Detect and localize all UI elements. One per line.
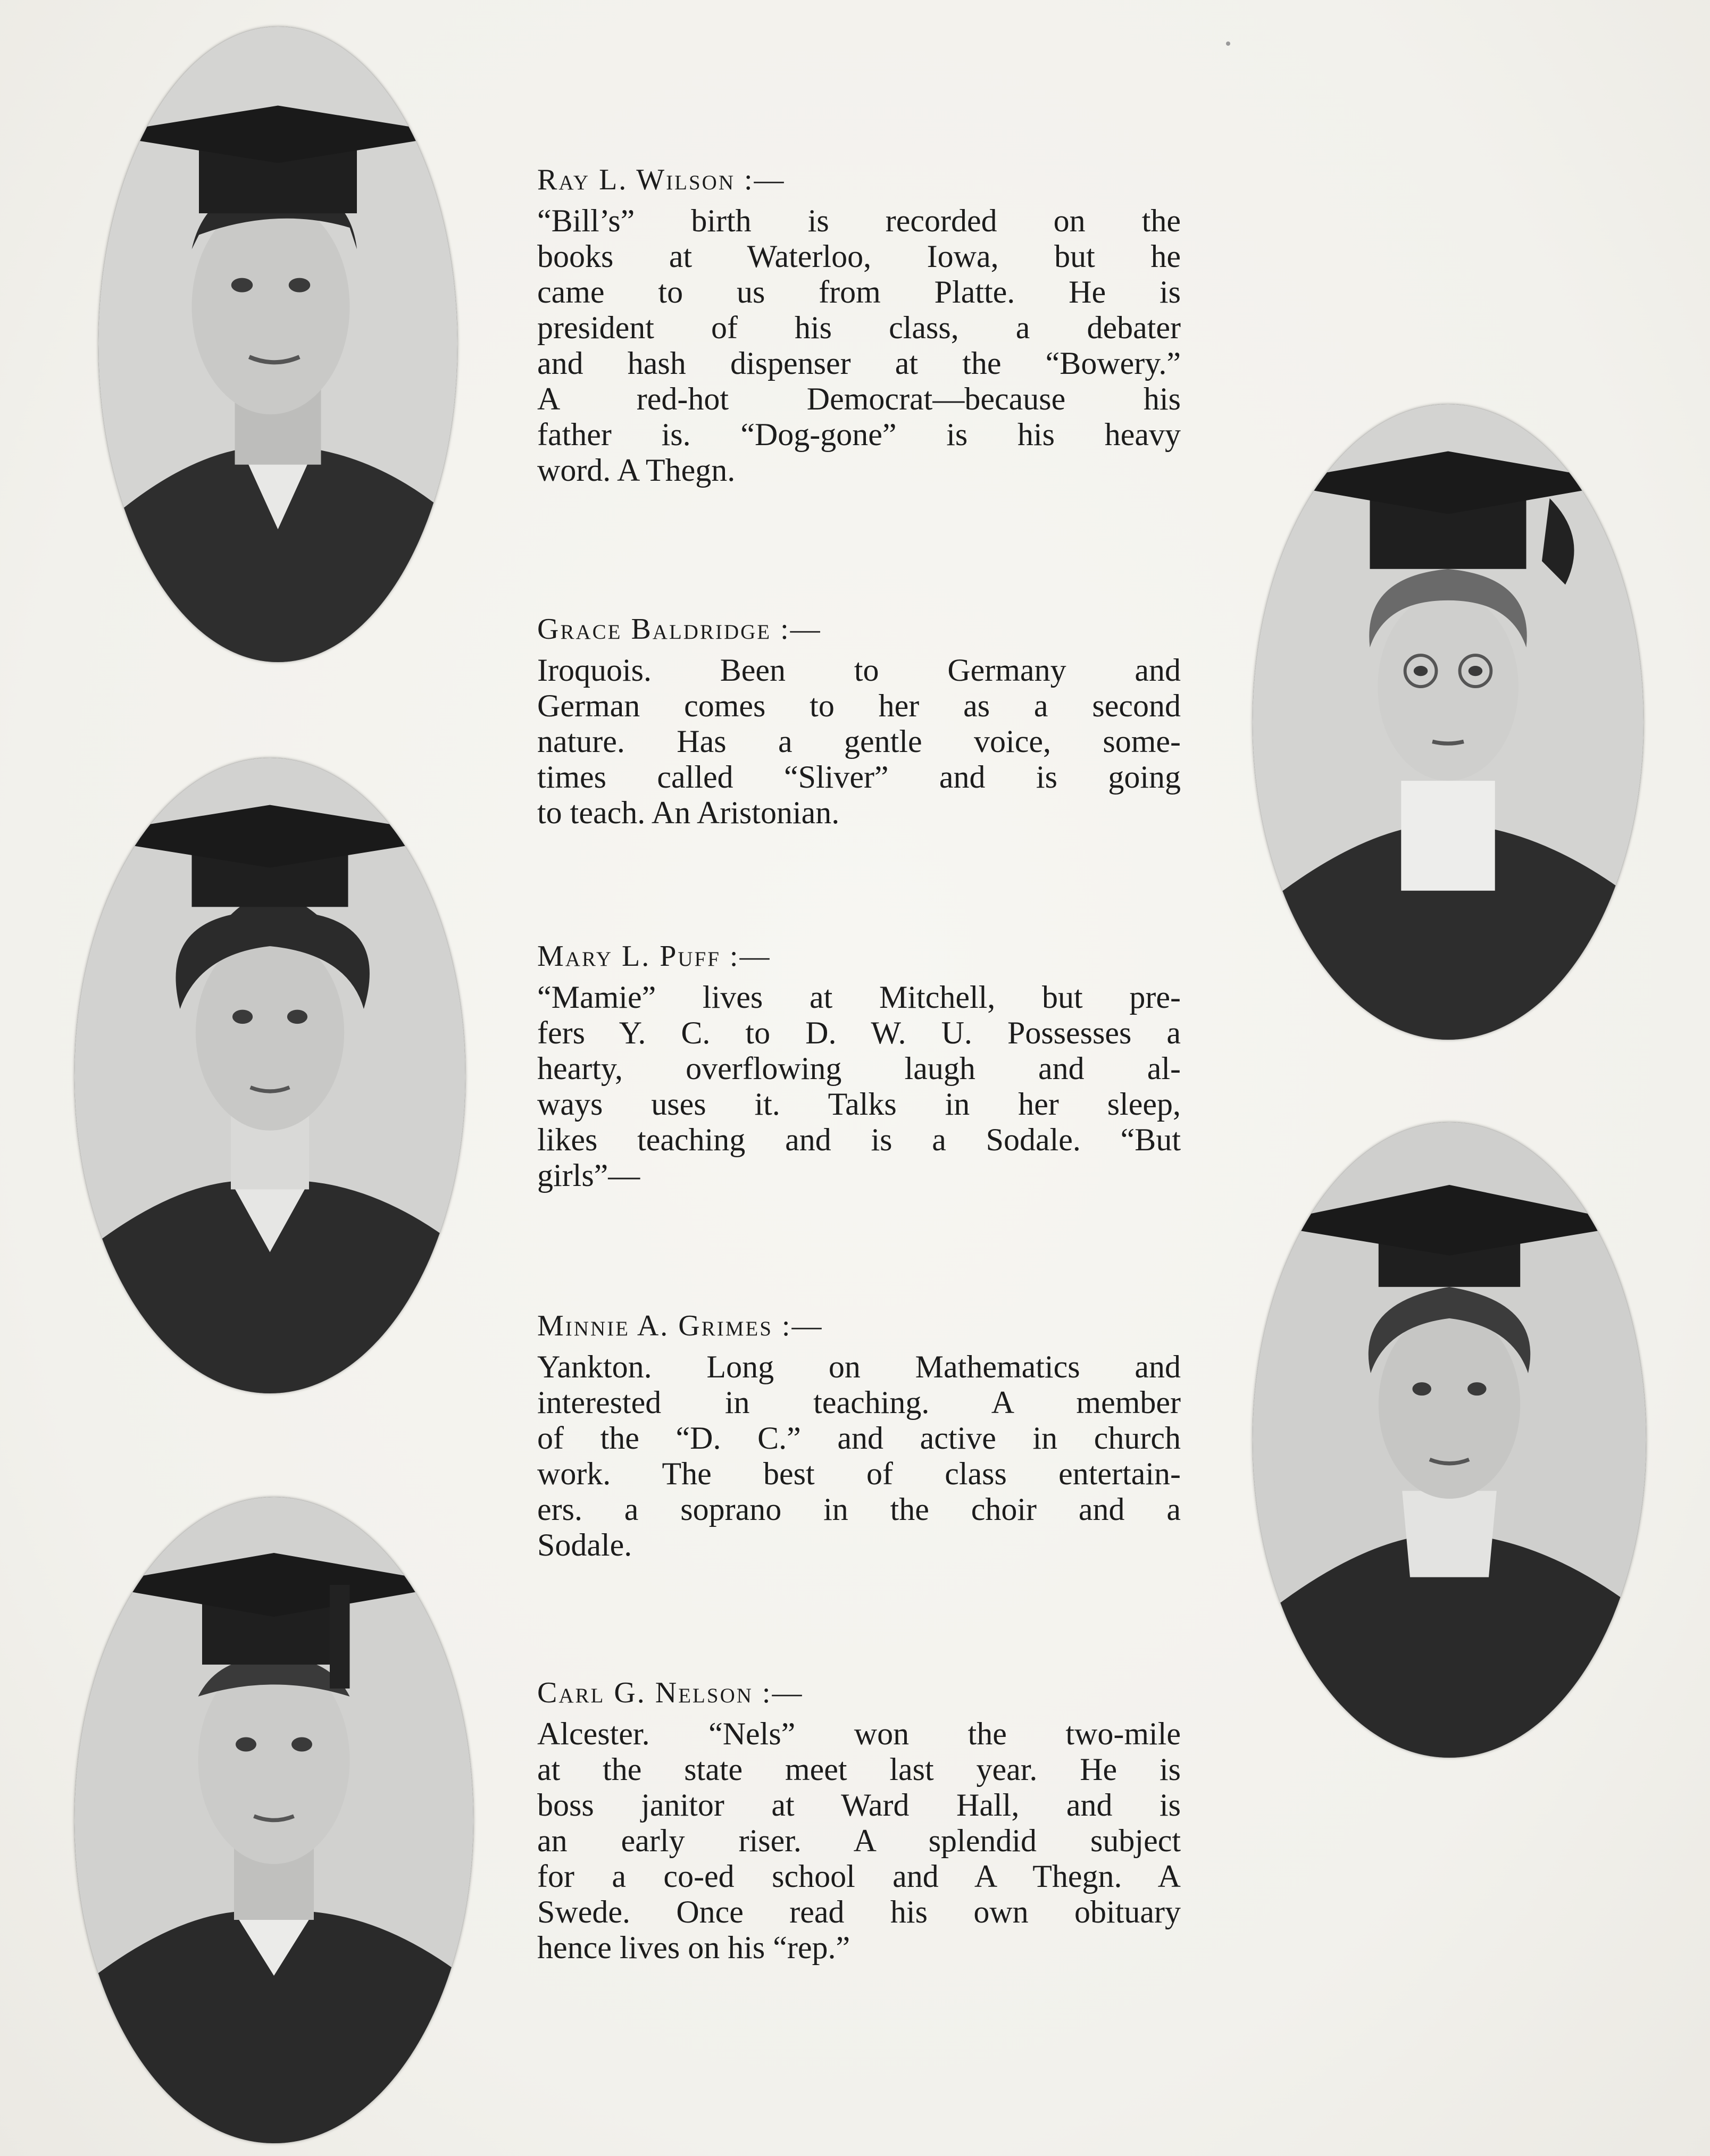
paper-speck: [1226, 41, 1230, 46]
text-line: times called “Sliver” and is going: [537, 759, 1181, 795]
entry-grace-baldridge: [537, 612, 1181, 831]
text-line: nature. Has a gentle voice, some-: [537, 724, 1181, 759]
portrait-minnie-grimes: [1253, 1122, 1646, 1758]
entry-description: [537, 653, 1181, 831]
text-line: an early riser. A splendid subject: [537, 1823, 1181, 1859]
entry-description: [537, 203, 1181, 488]
text-line: ers. a soprano in the choir and a: [537, 1492, 1181, 1527]
text-line: ways uses it. Talks in her sleep,: [537, 1087, 1181, 1122]
text-line: interested in teaching. A member: [537, 1385, 1181, 1420]
text-line: girls”—: [537, 1158, 640, 1193]
entry-description: [537, 1716, 1181, 1966]
entry-name: Minnie A. Grimes :—: [537, 1309, 823, 1342]
text-line: for a co-ed school and A Thegn. A: [537, 1859, 1181, 1894]
portrait-carl-nelson: [74, 1497, 473, 2143]
text-line: hearty, overflowing laugh and al-: [537, 1051, 1181, 1087]
text-line: of the “D. C.” and active in church: [537, 1420, 1181, 1456]
text-line: Yankton. Long on Mathematics and: [537, 1349, 1181, 1385]
text-line: boss janitor at Ward Hall, and is: [537, 1787, 1181, 1823]
entry-ray-wilson: [537, 162, 1181, 488]
text-line: German comes to her as a second: [537, 688, 1181, 724]
entry-description: [537, 980, 1181, 1193]
entry-carl-nelson: [537, 1675, 1181, 1966]
text-line: Sodale.: [537, 1527, 632, 1563]
text-line: president of his class, a debater: [537, 310, 1181, 346]
text-line: at the state meet last year. He is: [537, 1752, 1181, 1787]
text-line: A red-hot Democrat—because his: [537, 381, 1181, 417]
entry-minnie-grimes: [537, 1308, 1181, 1563]
portrait-ray-wilson: [98, 27, 457, 662]
text-line: and hash dispenser at the “Bowery.”: [537, 346, 1181, 381]
text-line: hence lives on his “rep.”: [537, 1930, 850, 1966]
text-line: “Mamie” lives at Mitchell, but pre-: [537, 980, 1181, 1015]
entry-mary-puff: [537, 939, 1181, 1193]
entry-name: Grace Baldridge :—: [537, 613, 822, 646]
text-line: came to us from Platte. He is: [537, 274, 1181, 310]
text-line: Iroquois. Been to Germany and: [537, 653, 1181, 688]
text-line: father is. “Dog-gone” is his heavy: [537, 417, 1181, 453]
text-line: books at Waterloo, Iowa, but he: [537, 239, 1181, 274]
entry-name: Ray L. Wilson :—: [537, 163, 786, 196]
entry-name: Mary L. Puff :—: [537, 940, 771, 973]
text-line: Alcester. “Nels” won the two-mile: [537, 1716, 1181, 1752]
portrait-mary-puff: [74, 758, 465, 1393]
text-line: fers Y. C. to D. W. U. Possesses a: [537, 1015, 1181, 1051]
text-line: Swede. Once read his own obituary: [537, 1894, 1181, 1930]
text-line: to teach. An Aristonian.: [537, 795, 840, 831]
text-line: “Bill’s” birth is recorded on the: [537, 203, 1181, 239]
text-line: word. A Thegn.: [537, 453, 736, 488]
entry-name: Carl G. Nelson :—: [537, 1676, 804, 1709]
text-line: work. The best of class entertain-: [537, 1456, 1181, 1492]
portrait-grace-baldridge: [1253, 404, 1644, 1040]
entry-description: [537, 1349, 1181, 1563]
text-line: likes teaching and is a Sodale. “But: [537, 1122, 1181, 1158]
